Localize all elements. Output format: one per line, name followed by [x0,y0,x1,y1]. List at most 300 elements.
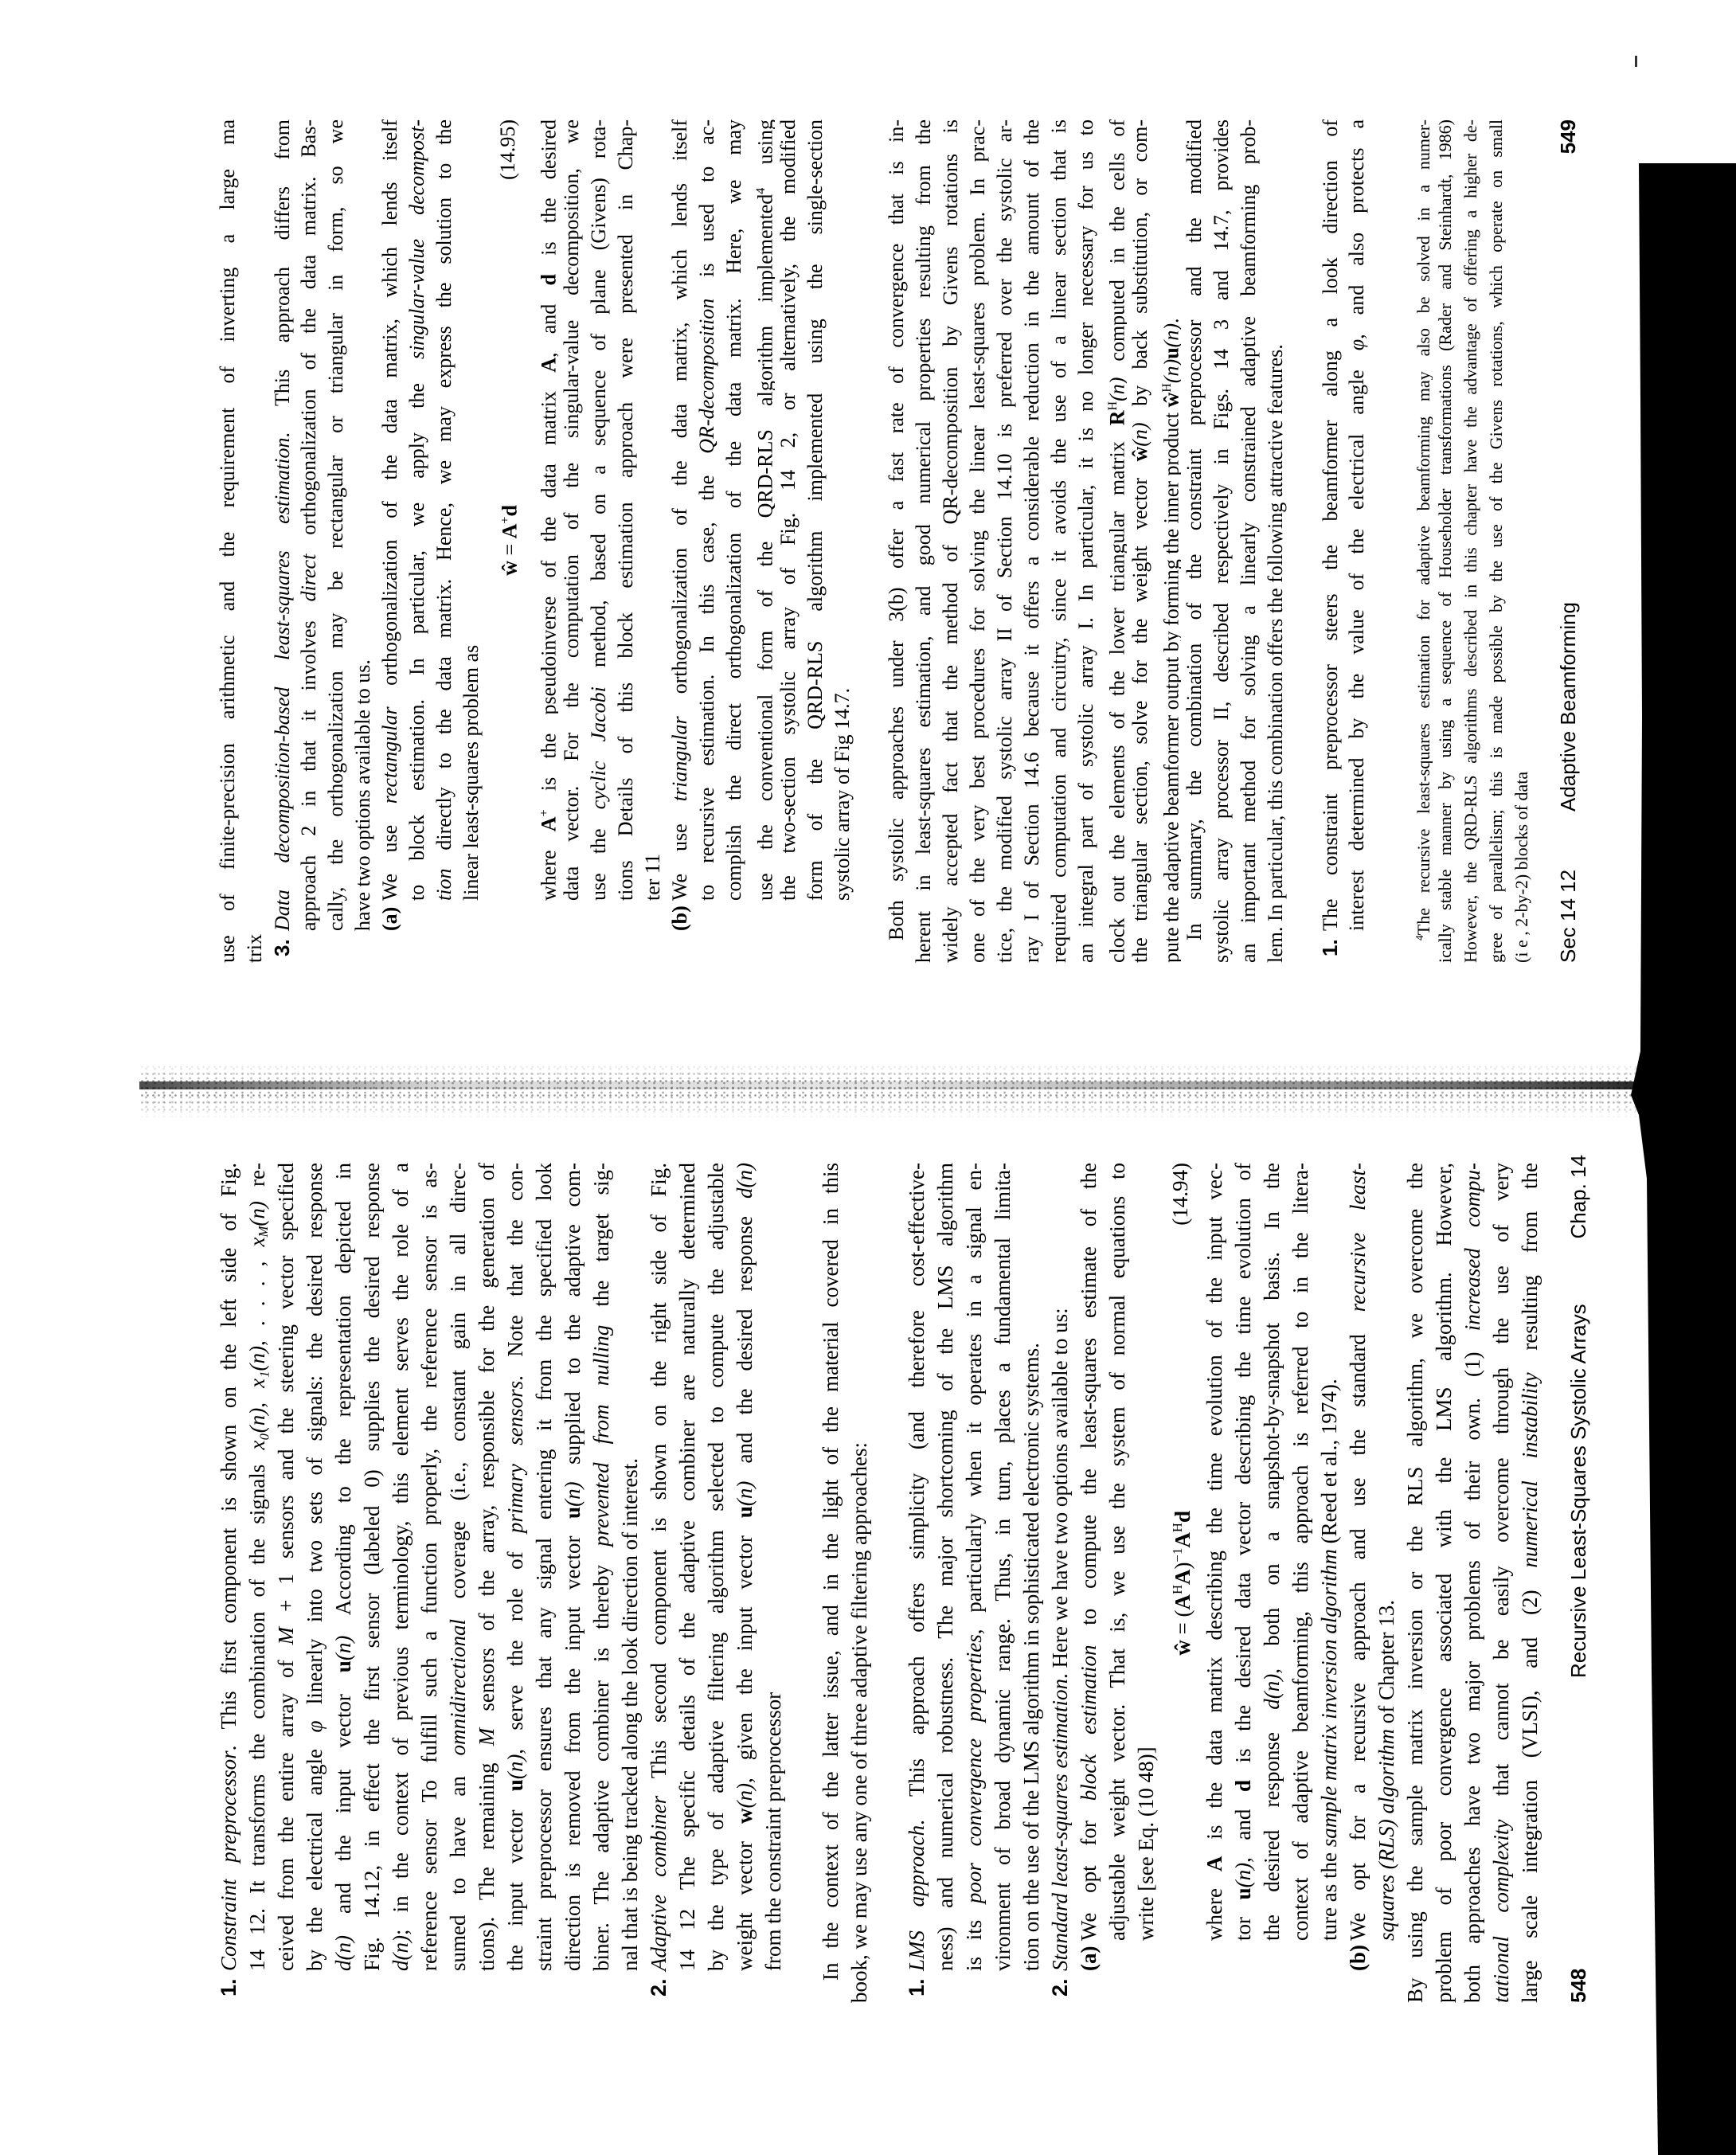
text-line [243,1163,272,2003]
text-run: We use [378,804,401,901]
emphasis-text: (n) [503,1754,527,1779]
text-run: systolic array processor II, described respectively in Figs. 14 3 and 14.7, provides [1210,119,1233,963]
text-run: . This first component is shown on the left side of Fig. [217,1163,240,1750]
paragraph-gap [874,1163,902,2003]
emphasis-text: increased compu- [1460,1163,1484,1331]
text-run: using [754,119,775,188]
text-line [1487,1163,1515,2003]
text-run: computed in the cells of [1106,119,1127,377]
equation [1160,1226,1200,1941]
emphasis-text: ŵ [1160,393,1181,408]
emphasis-text: A [1202,1856,1226,1872]
text-run: tions Details of this block estimation approach were presented in Chap- [614,119,637,901]
equation-row [485,119,531,963]
text-run: data vector. For the computation of the singular-value decomposition, we [560,119,583,901]
text-run: the desired response [1260,1710,1284,1941]
text-line [616,1163,644,2003]
text-line [816,1163,845,2003]
text-run: ness) and numerical robustness. The major shortcoming of the LMS algorithm [933,1163,957,1971]
text-line [268,119,295,963]
page-549 [214,119,1600,963]
text-run: Fig. 14.12, in effect the first sensor (labeled 0) supplies the desired response [360,1163,384,1971]
text-run: required computation and circuitry, since it avoids the use of a linear section that is [1047,119,1070,963]
emphasis-text: (n) [331,1636,355,1660]
text-run: both approaches have two major problems of their own. (1) [1460,1331,1484,2003]
emphasis-text: ŵ [499,561,522,576]
emphasis-text: recursive least- [1346,1163,1370,1312]
text-run: nal that is being tracked along the look direction of interest. [618,1458,642,1971]
text-line [1154,119,1181,963]
text-run: by back substitution, or com- [1128,119,1151,422]
scan-mark [1635,56,1637,67]
footer-chapter: Chap. 14 [1565,1155,1592,1239]
text-run: ter 11 [641,854,664,901]
text-run: ) [1171,1562,1194,1569]
text-run: Both systolic approaches under 3(b) offer a fast rate of convergence that is in- [885,119,908,941]
text-run: an integral part of systolic array I. In particular, it is no longer necessary for us to [1074,119,1097,963]
text-line [937,119,964,963]
text-line [964,119,991,963]
emphasis-text: squares (RLS) algorithm [1374,1729,1398,1941]
text-line [1046,1163,1074,2003]
text-run: by the electrical angle [303,1733,326,1971]
text-line [1074,1163,1103,2003]
text-line [1433,119,1458,963]
emphasis-text: d [499,505,522,516]
text-run: orthogonalization of the data matrix, which lends itself [668,119,691,716]
text-line [1515,1163,1544,2003]
script-text: H [1170,1523,1185,1532]
text-line [775,119,802,963]
text-line [1372,1163,1401,2003]
emphasis-text: u [503,1779,527,1791]
text-run: straint preprocessor ensures that any signal entering it from the specified look [532,1163,556,1971]
text-run: use of finite-precision arithmetic and the requirement of inverting a large ma [216,119,239,963]
script-text: M [256,1226,271,1238]
text-line [759,1163,788,2003]
text-line [1229,1163,1257,2003]
text-run: + 1 sensors and the steering vector specified [274,1163,298,1627]
text-run: an important method for solving a linearly constrained adaptive beamforming prob- [1237,119,1260,963]
emphasis-text: QR-decomposition [695,299,718,454]
text-run: herent in least-squares estimation, and good numerical properties resulting from the [912,119,935,963]
equation [485,180,531,901]
emphasis-text: x₀(n), x₁(n) [245,1346,269,1450]
text-line [1257,1163,1286,2003]
script-text: H [1106,401,1120,411]
text-line [1208,119,1235,963]
text-line [612,119,639,963]
text-line [1019,119,1046,963]
emphasis-text: rectangular [378,706,401,804]
book-binding-gutter [139,1081,1644,1089]
page-body [214,119,1370,963]
text-line [1343,1163,1372,2003]
text-line [910,119,937,963]
text-run: form of the QRD-RLS algorithm implemented using the single-section [803,119,827,901]
text-line [694,119,721,963]
text-run: trix [243,934,266,963]
emphasis-text: Constraint preprocessor [217,1750,240,1971]
text-line [501,1163,530,2003]
text-run: lem. In particular, this combination offers the following attractive features. [1264,344,1287,963]
text-run: resulting from the [1518,1163,1542,1372]
text-line [721,119,748,963]
text-run: systolic array of Fig 14.7. [831,688,854,901]
emphasis-text: poor convergence properties [962,1634,986,1903]
list-marker: (a) [377,901,404,931]
text-run: to compute the least-squares estimate of the [1077,1163,1101,1645]
text-run: context of adaptive beamforming, this approach is referred to in the litera- [1288,1163,1312,1941]
text-line [214,119,241,963]
text-run: . Here we have two options available to us: [1048,1308,1072,1679]
text-run: coverage (i.e., constant gain in all direc- [446,1163,470,1619]
text-line [1017,1163,1046,2003]
text-line [458,119,485,963]
text-run: . Note that the con- [503,1163,527,1381]
text-run: ray I of Section 14.6 because it offers a considerable reduction in the amount of the [1020,119,1043,963]
text-run: widely accepted fact that the method of QR-decomposition by Givens rotations is [939,119,962,963]
text-run: of Chapter 13. [1374,1600,1398,1729]
text-run: complish the direct orthogonalization of the data matrix. Here, we may [722,119,745,901]
text-run: (i e , 2-by-2) blocks of data [1511,772,1531,963]
text-line [1181,119,1208,963]
text-run: adjustable weight vector. That is, we use the system of normal equations to [1105,1163,1129,1941]
text-line [300,1163,329,2003]
text-run: By using the sample matrix inversion or the RLS algorithm, we overcome the [1403,1163,1427,2003]
text-line [415,1163,444,2003]
text-line [358,1163,386,2003]
text-line [1100,119,1127,963]
text-run: problem of poor convergence associated with the LMS algorithm. However, [1432,1163,1456,2003]
text-run: 14 12 The specific details of the adaptive combiner are naturally determined [675,1163,699,1971]
text-run: , particularly when it operates in a signal en- [962,1163,986,1634]
emphasis-text: A [1171,1569,1194,1585]
emphasis-text: tion [432,869,456,901]
emphasis-text: φ [303,1721,326,1733]
emphasis-text: (n) [561,1481,585,1506]
text-line [802,119,829,963]
emphasis-text: ŵ [1171,1640,1194,1656]
text-line [883,119,910,963]
emphasis-text: d [1171,1511,1194,1523]
emphasis-text: M [475,1728,499,1746]
emphasis-text: Adaptive combiner [647,1796,671,1971]
emphasis-text: φ [1345,339,1368,350]
page-body [214,1163,1544,2003]
list-marker: 3. [268,931,295,956]
page-number: 549 [1554,119,1582,154]
text-run: , and also protects a [1345,119,1368,339]
text-line [214,1163,243,2003]
text-line [587,1163,616,2003]
emphasis-text: A [499,524,522,539]
text-run: one of the very best procedures for solving the linear least-squares problem. In prac- [966,119,989,963]
text-line [1458,1163,1487,2003]
emphasis-text: A [1171,1594,1194,1610]
text-line [1200,1163,1229,2003]
emphasis-text: u [1160,347,1181,358]
text-line [1132,1163,1160,2003]
text-line [1127,119,1154,963]
page-footer [1554,119,1582,963]
text-line [639,119,667,963]
text-run: is the pseudoinverse of the data matrix [538,373,558,810]
text-run: by the type of adaptive filtering algorithm selected to compute the adjustable [704,1163,728,1971]
text-run: cally, the orthogonalization may be rectangular or triangular in form, so we [324,119,347,931]
list-marker: 1. [1316,931,1343,956]
text-line [1484,119,1509,963]
text-run: The recursive least-squares estimation for adaptive beamforming may also be solved in a numer- [1413,119,1433,935]
emphasis-text: A [1171,1532,1194,1548]
text-run: ceived from the entire array of [274,1645,298,1971]
emphasis-text: prevented from nulling [589,1325,613,1547]
emphasis-text: M [274,1627,298,1645]
emphasis-text: u [331,1660,355,1672]
text-run: In the context of the latter issue, and in the light of the material covered in this [819,1163,843,1981]
text-run: orthogonalization of the data matrix. Bas- [297,119,320,554]
text-line [1509,119,1535,963]
text-line [644,1163,673,2003]
text-line [531,119,558,963]
equation-number: (14.94) [1160,1163,1200,1226]
text-line [667,119,694,963]
text-run: and the desired response [733,1199,757,1481]
text-line [350,119,377,963]
text-line [1316,119,1343,963]
text-line [960,1163,988,2003]
emphasis-text: tational complexity [1489,1820,1513,2003]
page-548 [214,1163,1600,2003]
text-line [730,1163,759,2003]
emphasis-text: Standard least-squares estimation [1048,1679,1072,1971]
page-footer [1565,1163,1592,2003]
text-run: , and [1231,1792,1255,1863]
text-run: . This approach offers simplicity (and therefore cost-effective- [905,1163,929,1825]
text-run: . [1160,318,1181,323]
text-line [431,119,458,963]
text-line [386,1163,415,2003]
text-run: have two options available to us. [351,659,374,931]
script-text: 4 [754,188,768,194]
emphasis-text: d(n) [389,1935,412,1971]
text-run: (Reed et al., 1974). [1317,1379,1341,1549]
emphasis-text: numerical instability [1518,1372,1542,1567]
text-run: that cannot be easily overcome through the use of very [1489,1163,1513,1820]
text-line [558,119,585,963]
text-run: This second component is shown on the right side of Fig. [647,1163,671,1796]
text-run: weight vector [733,1824,757,1971]
text-run: tice, the modified systolic array II of Section 14.10 is preferred over the systolic ar- [993,119,1016,963]
emphasis-text: cyclic Jacobi [587,686,610,809]
list-marker: 1. [902,1971,931,1997]
emphasis-text: d [1231,1780,1255,1792]
equation-row [1160,1163,1200,2003]
text-run: ically stable manner by using a sequence of Householder transformations (Rader and Steinhardt, 1986) [1435,119,1455,963]
text-run: . This approach differs from [271,119,294,437]
text-run: is its [962,1903,986,1971]
emphasis-text: (n) [733,1481,757,1506]
text-run: , serve the role of [503,1533,527,1754]
text-run: tor [1231,1899,1255,1941]
text-line [1286,1163,1315,2003]
text-line [1103,1163,1132,2003]
text-run: to recursive estimation. In this case, the [695,454,718,901]
text-run: linearly into two sets of signals: the desired response [303,1163,326,1721]
footnote [1407,119,1535,963]
text-run: is the desired [538,119,558,274]
text-run: ; in the context of previous terminology, this element serves the role of a [389,1163,412,1935]
text-run: use the [587,809,610,901]
text-run: sumed to have an [446,1756,470,1972]
list-marker: (b) [1343,1941,1372,1971]
text-run: ture as the [1317,1847,1341,1941]
emphasis-text: (n) [1160,359,1181,383]
equation-number: (14.95) [485,119,531,180]
text-run: book, we may use any one of three adaptive filtering approaches: [847,1442,871,2003]
emphasis-text: sample matrix inversion algorithm [1317,1549,1341,1847]
text-run: linear least-squares problem as [459,645,483,901]
emphasis-text: triangular [668,716,691,801]
text-line [988,1163,1017,2003]
text-run: the triangular section, solve for the weight vector [1128,462,1151,963]
text-line [444,1163,472,2003]
text-run: tion on the use of the LMS algorithm in sophisticated electronic systems. [1019,1343,1043,1971]
list-marker: (b) [667,901,694,931]
text-line [931,1163,960,2003]
text-line [1343,119,1370,963]
text-run: biner. The adaptive combiner is thereby [589,1547,613,1971]
text-run: the target sig- [589,1163,613,1325]
emphasis-text: w [733,1808,757,1824]
text-run: and the input vector [331,1672,355,1935]
footer-title: Adaptive Beamforming [1554,602,1582,812]
text-run: In summary, the combination of the constraint preprocessor and the modified [1183,119,1206,941]
text-run: clock out the elements of the lower triangular matrix [1106,425,1127,963]
text-run: method, based on a sequence of plane (Givens) rota- [587,119,610,686]
text-run: The constraint preprocessor steers the beamformer along a look direction of [1319,119,1342,931]
paragraph-gap [788,1163,816,2003]
text-run: pute the adaptive beamformer output by forming the inner product [1160,408,1181,963]
footer-section: Sec 14 12 [1554,870,1582,963]
text-line [991,119,1019,963]
emphasis-text: u [1231,1887,1255,1899]
text-line [585,119,612,963]
text-run: We opt for a recursive approach and use the standard [1346,1312,1370,1941]
text-run: is the data matrix describing the time evolution of the input vec- [1202,1163,1226,1856]
emphasis-text: u [733,1506,757,1518]
text-line [404,119,431,963]
text-line [558,1163,587,2003]
text-run: use the conventional form of the QRD-RLS algorithm implemented [754,194,775,901]
paragraph-gap [856,119,883,963]
text-line [1073,119,1100,963]
text-line [748,119,775,963]
paragraph-gap [1289,119,1316,963]
text-line [1046,119,1073,963]
text-run: write [see Eq. (10 48)] [1134,1746,1158,1941]
emphasis-text: omnidirectional [446,1619,470,1755]
text-line [1429,1163,1458,2003]
text-run: According to the representation depicted in [331,1163,355,1636]
script-text: + [499,516,512,523]
text-run: We use [668,801,691,901]
text-run: , and [538,285,558,358]
emphasis-text: d(n) [331,1935,355,1971]
list-marker: 1. [214,1971,243,1997]
emphasis-text: u [561,1507,585,1519]
text-line [845,1163,874,2003]
emphasis-text: (n) [733,1783,757,1808]
text-run: gree of parallelism; this is made possible by the use of the Givens rotations, which operate on small [1486,119,1506,963]
emphasis-text: (n) [1231,1863,1255,1887]
script-text: + [538,809,551,816]
emphasis-text: (n) [245,1201,269,1226]
text-run: direction is removed from the input vector [561,1519,585,1971]
list-marker: 2. [644,1971,673,1997]
text-run: vironment of broad dynamic range. Thus, in turn, places a fundamental limita- [991,1163,1015,1971]
text-line [241,119,268,963]
text-run: 14 12. It transforms the combination of the signals [245,1450,269,1971]
text-line [472,1163,501,2003]
text-run: , . . . , [245,1247,269,1346]
text-line [702,1163,730,2003]
emphasis-text: LMS approach [905,1825,929,1971]
text-run: the two-section systolic array of Fig. 14 2, or alternatively, the modified [776,119,800,901]
emphasis-text: A [538,816,558,831]
emphasis-text: block estimation [1077,1645,1101,1801]
text-run: the input vector [503,1791,527,1971]
script-text: −1 [1170,1548,1185,1562]
text-line [377,119,404,963]
text-line [829,119,856,963]
text-run: from the constraint preprocessor [761,1692,785,1971]
emphasis-text: direct [297,554,320,602]
emphasis-text: A [538,358,558,373]
text-run: large scale integration (VLSI), and (2) [1518,1568,1542,2003]
text-run: = [499,538,522,561]
text-line [295,119,323,963]
text-run: interest determined by the value of the electrical angle [1345,350,1368,931]
text-line [1262,119,1289,963]
text-run: is the desired data vector describing the time evolution of [1231,1163,1255,1780]
text-run: where [1202,1871,1226,1941]
list-marker: (a) [1074,1941,1103,1971]
script-text: H [1170,1585,1185,1594]
text-run: We opt for [1077,1801,1101,1941]
emphasis-text: x [245,1238,269,1247]
emphasis-text: Data decomposition-based least-squares estimation [271,437,294,931]
text-run: orthogonalization of the data matrix, which lends itself [378,119,401,706]
text-line [530,1163,558,2003]
text-run: , both on a snapshot-by-snapshot basis. In the [1260,1163,1284,1674]
book-binding-shadow [139,1063,1644,1119]
text-run: where [538,831,558,901]
emphasis-text: singular-value decompost- [405,119,428,359]
emphasis-text: ŵ [1128,447,1151,462]
text-run: sensors of the array, responsible for the generation of [475,1163,499,1728]
text-run: to block estimation. In particular, we apply the [405,359,428,901]
footer-title: Recursive Least-Squares Systolic Arrays [1565,1304,1592,1678]
emphasis-text: primary sensors [503,1381,527,1533]
text-run: However, the QRD-RLS algorithms described in this chapter have the advantage of offering a higher de- [1460,119,1480,963]
page-number: 548 [1565,1969,1592,2003]
text-run: reference sensor To fulfill such a function properly, the reference sensor is as- [417,1163,441,1971]
text-line [323,119,350,963]
text-run: directly to the data matrix. Hence, we may express the solution to the [432,119,456,869]
text-line [1315,1163,1343,2003]
emphasis-text: d(n) [1260,1674,1284,1710]
